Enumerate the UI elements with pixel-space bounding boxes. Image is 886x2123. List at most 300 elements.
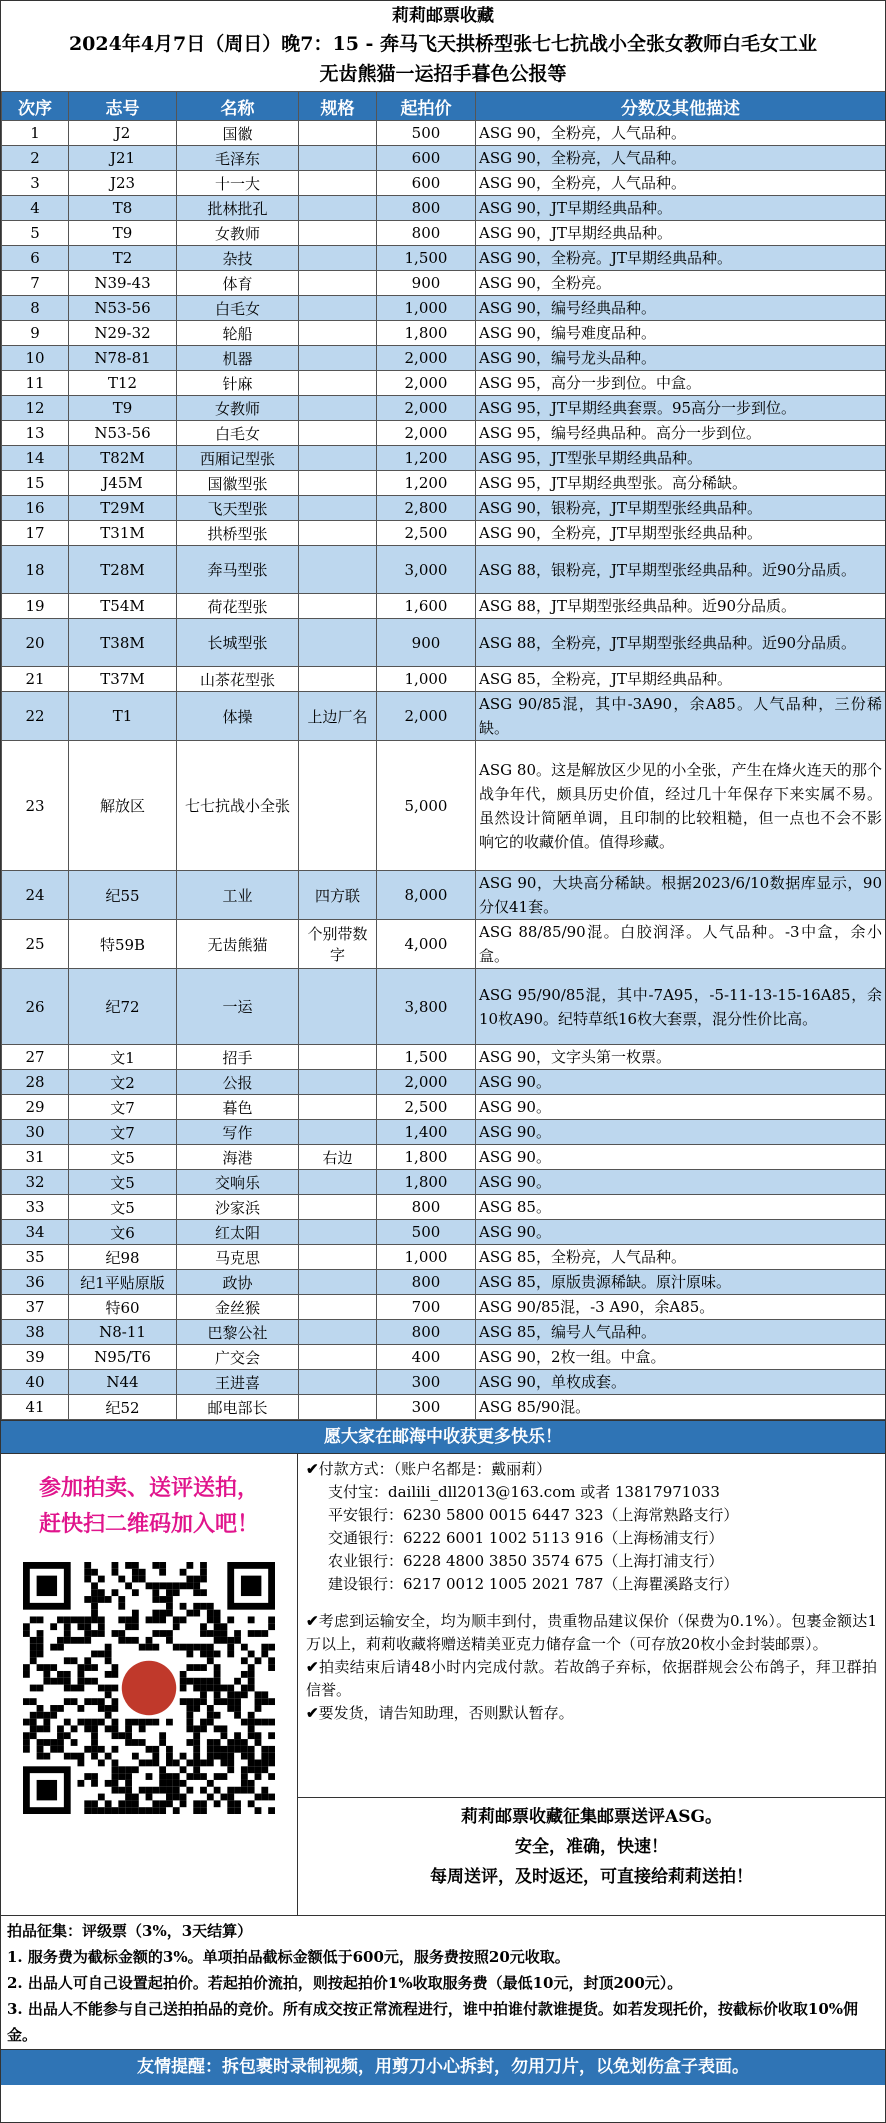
cell-desc: ASG 90，编号龙头品种。 (476, 346, 886, 371)
cell-no: 13 (2, 421, 69, 446)
cell-price: 1,000 (377, 1245, 476, 1270)
cell-desc: ASG 90，全粉亮。JT早期经典品种。 (476, 246, 886, 271)
cell-no: 21 (2, 667, 69, 692)
cell-name: 机器 (177, 346, 299, 371)
table-row (2, 1070, 886, 1095)
cell-code: 纪1平贴原版 (69, 1270, 177, 1295)
cell-spec (299, 1395, 377, 1420)
cell-price: 300 (377, 1370, 476, 1395)
cell-name: 七七抗战小全张 (177, 741, 299, 871)
cell-spec (299, 1320, 377, 1345)
shipping-note: 考虑到运输安全，均为顺丰到付，贵重物品建议保价（保费为0.1%）。包裹金额达1万以上，莉莉收藏将赠送精美亚克力储存盒一个（可存放20枚小金封装邮票）。 (306, 1612, 877, 1653)
promo-text (1, 1454, 297, 1542)
bank-line: 交通银行：6222 6001 1002 5113 916（上海杨浦支行） (328, 1529, 724, 1547)
cell-code: N29-32 (69, 321, 177, 346)
rule-item: 1. 服务费为截标金额的3%。单项拍品截标金额低于600元，服务费按照20元收取。 (7, 1948, 570, 1966)
table-row (2, 1370, 886, 1395)
cell-no: 26 (2, 969, 69, 1045)
cell-price: 400 (377, 1345, 476, 1370)
cell-desc: ASG 90。 (476, 1095, 886, 1120)
cell-no: 9 (2, 321, 69, 346)
cell-desc: ASG 85。 (476, 1195, 886, 1220)
cell-code: T9 (69, 221, 177, 246)
qr-code-icon[interactable] (23, 1562, 275, 1814)
cell-code: J2 (69, 121, 177, 146)
cell-price: 600 (377, 171, 476, 196)
alipay-line: 支付宝：dailili_dll2013@163.com 或者 13817971033 (328, 1483, 720, 1501)
cell-price: 900 (377, 619, 476, 667)
table-row (2, 321, 886, 346)
table-row (2, 619, 886, 667)
shipping-request-note: 要发货，请告知助理，否则默认暂存。 (318, 1704, 574, 1722)
column-header: 分数及其他描述 (476, 92, 886, 121)
table-row (2, 346, 886, 371)
cell-name: 白毛女 (177, 421, 299, 446)
cell-desc: ASG 95，JT早期经典型张。高分稀缺。 (476, 471, 886, 496)
table-header (2, 92, 886, 121)
cell-price: 1,800 (377, 1170, 476, 1195)
cell-price: 1,000 (377, 667, 476, 692)
cell-no: 25 (2, 920, 69, 969)
cell-no: 36 (2, 1270, 69, 1295)
table-row (2, 421, 886, 446)
cell-no: 29 (2, 1095, 69, 1120)
cell-no: 16 (2, 496, 69, 521)
cell-no: 7 (2, 271, 69, 296)
cell-code: J45M (69, 471, 177, 496)
page-subtitle-2: 无齿熊猫一运招手暮色公报等 (319, 63, 567, 85)
cell-price: 1,000 (377, 296, 476, 321)
cell-name: 无齿熊猫 (177, 920, 299, 969)
table-row (2, 692, 886, 741)
cell-no: 3 (2, 171, 69, 196)
cell-code: N8-11 (69, 1320, 177, 1345)
cell-code: 文5 (69, 1195, 177, 1220)
cell-desc: ASG 88/85/90混。白胶润泽。人气品种。-3中盒，余小盒。 (476, 920, 886, 969)
cell-code: N44 (69, 1370, 177, 1395)
cell-code: T37M (69, 667, 177, 692)
cell-no: 31 (2, 1145, 69, 1170)
cell-desc: ASG 85/90混。 (476, 1395, 886, 1420)
cell-desc: ASG 90，单枚成套。 (476, 1370, 886, 1395)
cell-price: 8,000 (377, 871, 476, 920)
table-row (2, 496, 886, 521)
cell-spec (299, 546, 377, 594)
cell-no: 2 (2, 146, 69, 171)
footer-banner: 友情提醒：拆包裹时录制视频，用剪刀小心拆封，勿用刀片，以免划伤盒子表面。 (1, 2049, 885, 2085)
cell-desc: ASG 85，原版贵源稀缺。原汁原味。 (476, 1270, 886, 1295)
cell-desc: ASG 90，JT早期经典品种。 (476, 196, 886, 221)
table-row (2, 1120, 886, 1145)
cell-price: 2,000 (377, 421, 476, 446)
cell-code: T1 (69, 692, 177, 741)
cell-no: 34 (2, 1220, 69, 1245)
cell-spec (299, 496, 377, 521)
cell-code: 文7 (69, 1120, 177, 1145)
check-icon: ✔ (306, 1704, 319, 1722)
cell-price: 500 (377, 1220, 476, 1245)
table-body (2, 121, 886, 1420)
check-icon: ✔ (306, 1612, 319, 1630)
cell-no: 4 (2, 196, 69, 221)
cell-price: 800 (377, 1270, 476, 1295)
cell-code: T8 (69, 196, 177, 221)
table-row (2, 1245, 886, 1270)
cell-price: 1,500 (377, 246, 476, 271)
table-row (2, 371, 886, 396)
cell-name: 政协 (177, 1270, 299, 1295)
cell-no: 5 (2, 221, 69, 246)
cell-code: T38M (69, 619, 177, 667)
cell-price: 2,500 (377, 521, 476, 546)
cell-name: 批林批孔 (177, 196, 299, 221)
cell-price: 1,200 (377, 471, 476, 496)
cell-spec (299, 1345, 377, 1370)
cell-spec (299, 1170, 377, 1195)
cell-spec: 右边 (299, 1145, 377, 1170)
table-row (2, 741, 886, 871)
column-header: 名称 (177, 92, 299, 121)
cell-spec (299, 1095, 377, 1120)
cell-code: 文7 (69, 1095, 177, 1120)
cell-name: 国徽型张 (177, 471, 299, 496)
cell-no: 39 (2, 1345, 69, 1370)
cell-desc: ASG 90。 (476, 1220, 886, 1245)
cell-name: 荷花型张 (177, 594, 299, 619)
cell-spec (299, 1195, 377, 1220)
cell-no: 40 (2, 1370, 69, 1395)
cell-name: 招手 (177, 1045, 299, 1070)
cell-spec (299, 619, 377, 667)
cell-name: 体操 (177, 692, 299, 741)
cell-desc: ASG 85，全粉亮，人气品种。 (476, 1245, 886, 1270)
cell-code: T12 (69, 371, 177, 396)
cell-no: 20 (2, 619, 69, 667)
submission-line-3: 每周送评，及时返还，可直接给莉莉送拍！ (430, 1867, 753, 1887)
cell-price: 4,000 (377, 920, 476, 969)
payment-title: 付款方式：（账户名都是：戴丽莉） (318, 1460, 552, 1478)
cell-no: 10 (2, 346, 69, 371)
cell-spec (299, 121, 377, 146)
cell-spec (299, 271, 377, 296)
payment-panel (298, 1454, 885, 1915)
cell-spec (299, 471, 377, 496)
cell-name: 一运 (177, 969, 299, 1045)
cell-price: 2,800 (377, 496, 476, 521)
cell-price: 500 (377, 121, 476, 146)
cell-price: 1,400 (377, 1120, 476, 1145)
cell-name: 暮色 (177, 1095, 299, 1120)
cell-spec (299, 1295, 377, 1320)
rule-item: 3. 出品人不能参与自己送拍拍品的竞价。所有成交按正常流程进行，谁中拍谁付款谁提货。如若发现托价，按截标价收取10%佣金。 (7, 2000, 859, 2044)
cell-name: 白毛女 (177, 296, 299, 321)
cell-price: 800 (377, 196, 476, 221)
cell-name: 十一大 (177, 171, 299, 196)
cell-price: 700 (377, 1295, 476, 1320)
table-row (2, 1220, 886, 1245)
cell-spec (299, 594, 377, 619)
cell-desc: ASG 95，JT型张早期经典品种。 (476, 446, 886, 471)
cell-name: 公报 (177, 1070, 299, 1095)
cell-no: 12 (2, 396, 69, 421)
cell-spec (299, 246, 377, 271)
cell-spec (299, 171, 377, 196)
cell-price: 2,000 (377, 396, 476, 421)
table-row (2, 1345, 886, 1370)
cell-desc: ASG 90，JT早期经典品种。 (476, 221, 886, 246)
cell-name: 广交会 (177, 1345, 299, 1370)
cell-no: 32 (2, 1170, 69, 1195)
submission-line-1: 莉莉邮票收藏征集邮票送评ASG。 (461, 1807, 722, 1827)
cell-name: 杂技 (177, 246, 299, 271)
cell-code: 纪72 (69, 969, 177, 1045)
cell-desc: ASG 95，高分一步到位。中盒。 (476, 371, 886, 396)
cell-price: 5,000 (377, 741, 476, 871)
cell-name: 毛泽东 (177, 146, 299, 171)
cell-no: 27 (2, 1045, 69, 1070)
cell-spec (299, 1070, 377, 1095)
cell-name: 拱桥型张 (177, 521, 299, 546)
cell-no: 15 (2, 471, 69, 496)
cell-name: 轮船 (177, 321, 299, 346)
cell-code: N53-56 (69, 421, 177, 446)
cell-spec (299, 741, 377, 871)
cell-price: 900 (377, 271, 476, 296)
check-icon: ✔ (306, 1460, 319, 1478)
page-title: 莉莉邮票收藏 (392, 6, 494, 26)
cell-no: 1 (2, 121, 69, 146)
cell-price: 2,000 (377, 371, 476, 396)
table-row (2, 1145, 886, 1170)
table-row (2, 146, 886, 171)
cell-desc: ASG 95，JT早期经典套票。95高分一步到位。 (476, 396, 886, 421)
cell-desc: ASG 90，银粉亮，JT早期型张经典品种。 (476, 496, 886, 521)
lots-table (1, 91, 886, 1420)
cell-name: 女教师 (177, 221, 299, 246)
cell-code: 特60 (69, 1295, 177, 1320)
payment-info (298, 1454, 885, 1797)
table-row (2, 1320, 886, 1345)
cell-spec: 四方联 (299, 871, 377, 920)
cell-name: 邮电部长 (177, 1395, 299, 1420)
cell-price: 3,000 (377, 546, 476, 594)
cell-spec (299, 146, 377, 171)
cell-no: 38 (2, 1320, 69, 1345)
cell-name: 王进喜 (177, 1370, 299, 1395)
cell-code: 特59B (69, 920, 177, 969)
cell-desc: ASG 90，全粉亮，人气品种。 (476, 121, 886, 146)
cell-price: 3,800 (377, 969, 476, 1045)
cell-desc: ASG 90。 (476, 1170, 886, 1195)
cell-price: 1,200 (377, 446, 476, 471)
cell-name: 国徽 (177, 121, 299, 146)
cell-name: 长城型张 (177, 619, 299, 667)
cell-name: 写作 (177, 1120, 299, 1145)
cell-spec (299, 446, 377, 471)
table-row (2, 296, 886, 321)
cell-name: 针麻 (177, 371, 299, 396)
cell-no: 33 (2, 1195, 69, 1220)
cell-name: 巴黎公社 (177, 1320, 299, 1345)
cell-no: 11 (2, 371, 69, 396)
table-row (2, 471, 886, 496)
payment-deadline-note: 拍卖结束后请48小时内完成付款。若故鸽子弃标，依据群规会公布鸽子，拜卫群拍信誉。 (306, 1658, 877, 1699)
rules-title: 拍品征集：评级票（3%，3天结算） (7, 1922, 253, 1940)
cell-desc: ASG 88，JT早期型张经典品种。近90分品质。 (476, 594, 886, 619)
cell-spec (299, 421, 377, 446)
cell-price: 800 (377, 221, 476, 246)
table-row (2, 121, 886, 146)
table-row (2, 446, 886, 471)
cell-spec (299, 296, 377, 321)
cell-price: 300 (377, 1395, 476, 1420)
cell-spec (299, 1045, 377, 1070)
cell-code: 纪55 (69, 871, 177, 920)
cell-price: 1,800 (377, 321, 476, 346)
cell-code: 解放区 (69, 741, 177, 871)
cell-name: 沙家浜 (177, 1195, 299, 1220)
cell-code: N78-81 (69, 346, 177, 371)
table-row (2, 1095, 886, 1120)
cell-desc: ASG 90，大块高分稀缺。根据2023/6/10数据库显示，90分仅41套。 (476, 871, 886, 920)
cell-no: 28 (2, 1070, 69, 1095)
table-row (2, 521, 886, 546)
cell-desc: ASG 88，全粉亮，JT早期型张经典品种。近90分品质。 (476, 619, 886, 667)
column-header: 志号 (69, 92, 177, 121)
header (1, 1, 885, 91)
cell-no: 17 (2, 521, 69, 546)
promo-line-2: 赶快扫二维码加入吧！ (38, 1511, 259, 1537)
cell-name: 交响乐 (177, 1170, 299, 1195)
cell-no: 37 (2, 1295, 69, 1320)
cell-desc: ASG 90。 (476, 1120, 886, 1145)
bank-line: 农业银行：6228 4800 3850 3574 675（上海打浦支行） (328, 1552, 724, 1570)
table-row (2, 196, 886, 221)
cell-desc: ASG 90，全粉亮，人气品种。 (476, 146, 886, 171)
cell-desc: ASG 85，编号人气品种。 (476, 1320, 886, 1345)
cell-code: 纪98 (69, 1245, 177, 1270)
cell-no: 30 (2, 1120, 69, 1145)
cell-desc: ASG 90。 (476, 1145, 886, 1170)
table-row (2, 594, 886, 619)
bank-line: 平安银行：6230 5800 0015 6447 323（上海常熟路支行） (328, 1506, 739, 1524)
cell-price: 2,000 (377, 1070, 476, 1095)
cell-desc: ASG 90，编号难度品种。 (476, 321, 886, 346)
cell-desc: ASG 95，编号经典品种。高分一步到位。 (476, 421, 886, 446)
submission-info (298, 1797, 885, 1915)
column-header: 起拍价 (377, 92, 476, 121)
cell-spec (299, 396, 377, 421)
cell-spec (299, 1245, 377, 1270)
table-row (2, 969, 886, 1045)
cell-code: T2 (69, 246, 177, 271)
cell-desc: ASG 90，2枚一组。中盒。 (476, 1345, 886, 1370)
cell-spec (299, 321, 377, 346)
cell-code: 文6 (69, 1220, 177, 1245)
cell-code: 文2 (69, 1070, 177, 1095)
table-row (2, 1045, 886, 1070)
cell-spec (299, 1370, 377, 1395)
cell-name: 红太阳 (177, 1220, 299, 1245)
rules-section (1, 1915, 885, 2049)
cell-desc: ASG 90，文字头第一枚票。 (476, 1045, 886, 1070)
table-row (2, 1195, 886, 1220)
cell-code: 文5 (69, 1170, 177, 1195)
cell-name: 女教师 (177, 396, 299, 421)
cell-code: N53-56 (69, 296, 177, 321)
cell-spec (299, 221, 377, 246)
rule-item: 2. 出品人可自己设置起拍价。若起拍价流拍，则按起拍价1%收取服务费（最低10元，封顶200元）。 (7, 1974, 683, 1992)
cell-spec (299, 371, 377, 396)
cell-spec: 个别带数字 (299, 920, 377, 969)
cell-desc: ASG 80。这是解放区少见的小全张，产生在烽火连天的那个战争年代，颇具历史价值，经过几十年保存下来实属不易。虽然设计简陋单调，且印制的比较粗糙，但一点也不会不影响它的收藏价值。值得珍藏。 (476, 741, 886, 871)
cell-code: 纪52 (69, 1395, 177, 1420)
cell-name: 西厢记型张 (177, 446, 299, 471)
cell-no: 23 (2, 741, 69, 871)
cell-desc: ASG 90/85混，-3 A90，余A85。 (476, 1295, 886, 1320)
cell-name: 体育 (177, 271, 299, 296)
cell-no: 41 (2, 1395, 69, 1420)
cell-desc: ASG 90，全粉亮，人气品种。 (476, 171, 886, 196)
cell-code: 文5 (69, 1145, 177, 1170)
cell-price: 1,500 (377, 1045, 476, 1070)
promo-panel (1, 1454, 298, 1915)
cell-code: T54M (69, 594, 177, 619)
cell-desc: ASG 90，全粉亮。 (476, 271, 886, 296)
cell-code: J21 (69, 146, 177, 171)
cell-name: 山茶花型张 (177, 667, 299, 692)
cell-code: T82M (69, 446, 177, 471)
cell-name: 马克思 (177, 1245, 299, 1270)
cell-no: 18 (2, 546, 69, 594)
cell-spec (299, 667, 377, 692)
cell-name: 海港 (177, 1145, 299, 1170)
cell-name: 奔马型张 (177, 546, 299, 594)
cell-spec (299, 346, 377, 371)
table-row (2, 221, 886, 246)
cell-no: 19 (2, 594, 69, 619)
cell-spec (299, 521, 377, 546)
cell-desc: ASG 85，全粉亮，JT早期经典品种。 (476, 667, 886, 692)
cell-price: 2,500 (377, 1095, 476, 1120)
table-row (2, 171, 886, 196)
table-row (2, 871, 886, 920)
table-row (2, 396, 886, 421)
table-row (2, 920, 886, 969)
table-row (2, 246, 886, 271)
cell-code: T9 (69, 396, 177, 421)
info-section (1, 1453, 885, 1915)
column-header: 规格 (299, 92, 377, 121)
cell-code: T31M (69, 521, 177, 546)
cell-price: 1,800 (377, 1145, 476, 1170)
cell-spec: 上边厂名 (299, 692, 377, 741)
table-row (2, 271, 886, 296)
cell-spec (299, 1220, 377, 1245)
bank-line: 建设银行：6217 0012 1005 2021 787（上海瞿溪路支行） (328, 1575, 739, 1593)
cell-no: 8 (2, 296, 69, 321)
cell-price: 2,000 (377, 692, 476, 741)
cell-no: 14 (2, 446, 69, 471)
cell-code: N95/T6 (69, 1345, 177, 1370)
cell-code: J23 (69, 171, 177, 196)
table-row (2, 1170, 886, 1195)
table-row (2, 667, 886, 692)
cell-no: 6 (2, 246, 69, 271)
cell-desc: ASG 95/90/85混，其中-7A95，-5-11-13-15-16A85，余10枚A90。纪特草纸16枚大套票，混分性价比高。 (476, 969, 886, 1045)
cell-spec (299, 1120, 377, 1145)
cell-spec (299, 969, 377, 1045)
